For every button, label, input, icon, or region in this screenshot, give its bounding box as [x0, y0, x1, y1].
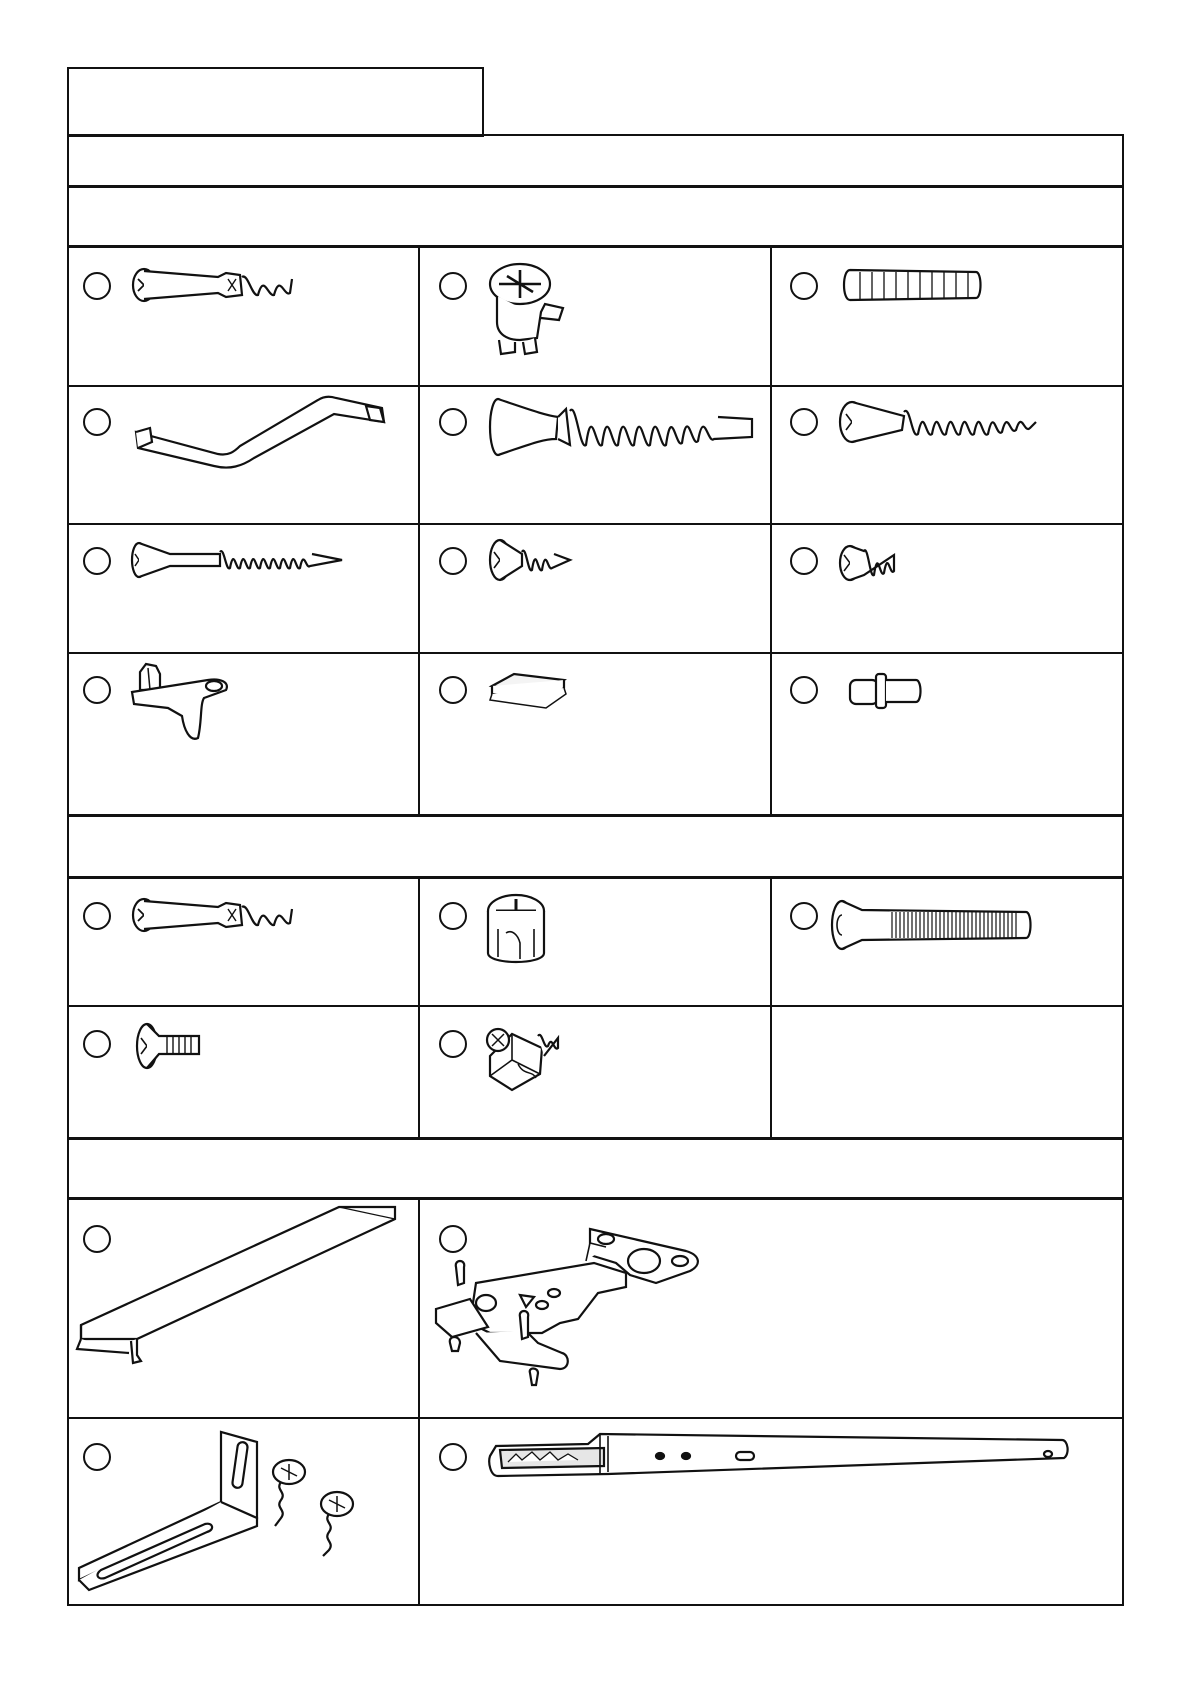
long-wood-screw-icon — [130, 540, 350, 580]
cam-bolt-icon — [130, 265, 300, 305]
shelf-support-icon — [128, 660, 238, 745]
item-number-circle — [790, 547, 818, 575]
header-label-box — [67, 67, 484, 137]
item-number-circle — [83, 676, 111, 704]
concealed-hinge-icon — [430, 1223, 720, 1403]
divider — [418, 1199, 420, 1606]
euro-screw-icon — [838, 398, 1048, 448]
cam-lock-icon — [485, 262, 575, 357]
item-number-circle — [439, 547, 467, 575]
divider — [67, 1137, 1124, 1140]
machine-screw-icon — [133, 1020, 205, 1072]
item-number-circle — [83, 408, 111, 436]
divider — [67, 876, 1124, 879]
item-number-circle — [439, 408, 467, 436]
item-number-circle — [83, 1030, 111, 1058]
divider — [418, 247, 420, 815]
divider — [67, 652, 1124, 654]
item-number-circle — [790, 676, 818, 704]
wooden-dowel-icon — [840, 266, 985, 304]
divider — [67, 814, 1124, 817]
l-bracket-icon — [75, 1430, 365, 1595]
confirmat-screw-icon — [488, 395, 758, 460]
round-cam-lock-icon — [484, 893, 549, 973]
item-number-circle — [790, 408, 818, 436]
felt-pad-icon — [488, 672, 568, 712]
divider — [67, 1417, 1124, 1419]
item-number-circle — [83, 272, 111, 300]
divider — [67, 185, 1124, 188]
divider — [67, 523, 1124, 525]
item-number-circle — [439, 902, 467, 930]
item-number-circle — [790, 902, 818, 930]
short-wood-screw-icon — [488, 538, 573, 583]
shelf-pin-icon — [846, 670, 926, 710]
edge-handle-icon — [75, 1205, 405, 1370]
item-number-circle — [83, 902, 111, 930]
hex-key-icon — [130, 392, 390, 482]
divider — [67, 245, 1124, 248]
item-number-circle — [439, 272, 467, 300]
divider — [418, 878, 420, 1138]
item-number-circle — [439, 1443, 467, 1471]
divider — [67, 1197, 1124, 1200]
item-number-circle — [83, 547, 111, 575]
item-number-circle — [790, 272, 818, 300]
cam-bolt-icon — [130, 895, 300, 935]
item-number-circle — [439, 676, 467, 704]
divider — [770, 247, 772, 815]
divider — [770, 878, 772, 1138]
drawer-slide-icon — [488, 1432, 1073, 1487]
corner-block-icon — [482, 1020, 562, 1095]
connector-bolt-icon — [828, 898, 1033, 953]
divider — [67, 385, 1124, 387]
item-number-circle — [439, 1030, 467, 1058]
divider — [67, 1005, 1124, 1007]
small-euro-screw-icon — [838, 543, 898, 583]
